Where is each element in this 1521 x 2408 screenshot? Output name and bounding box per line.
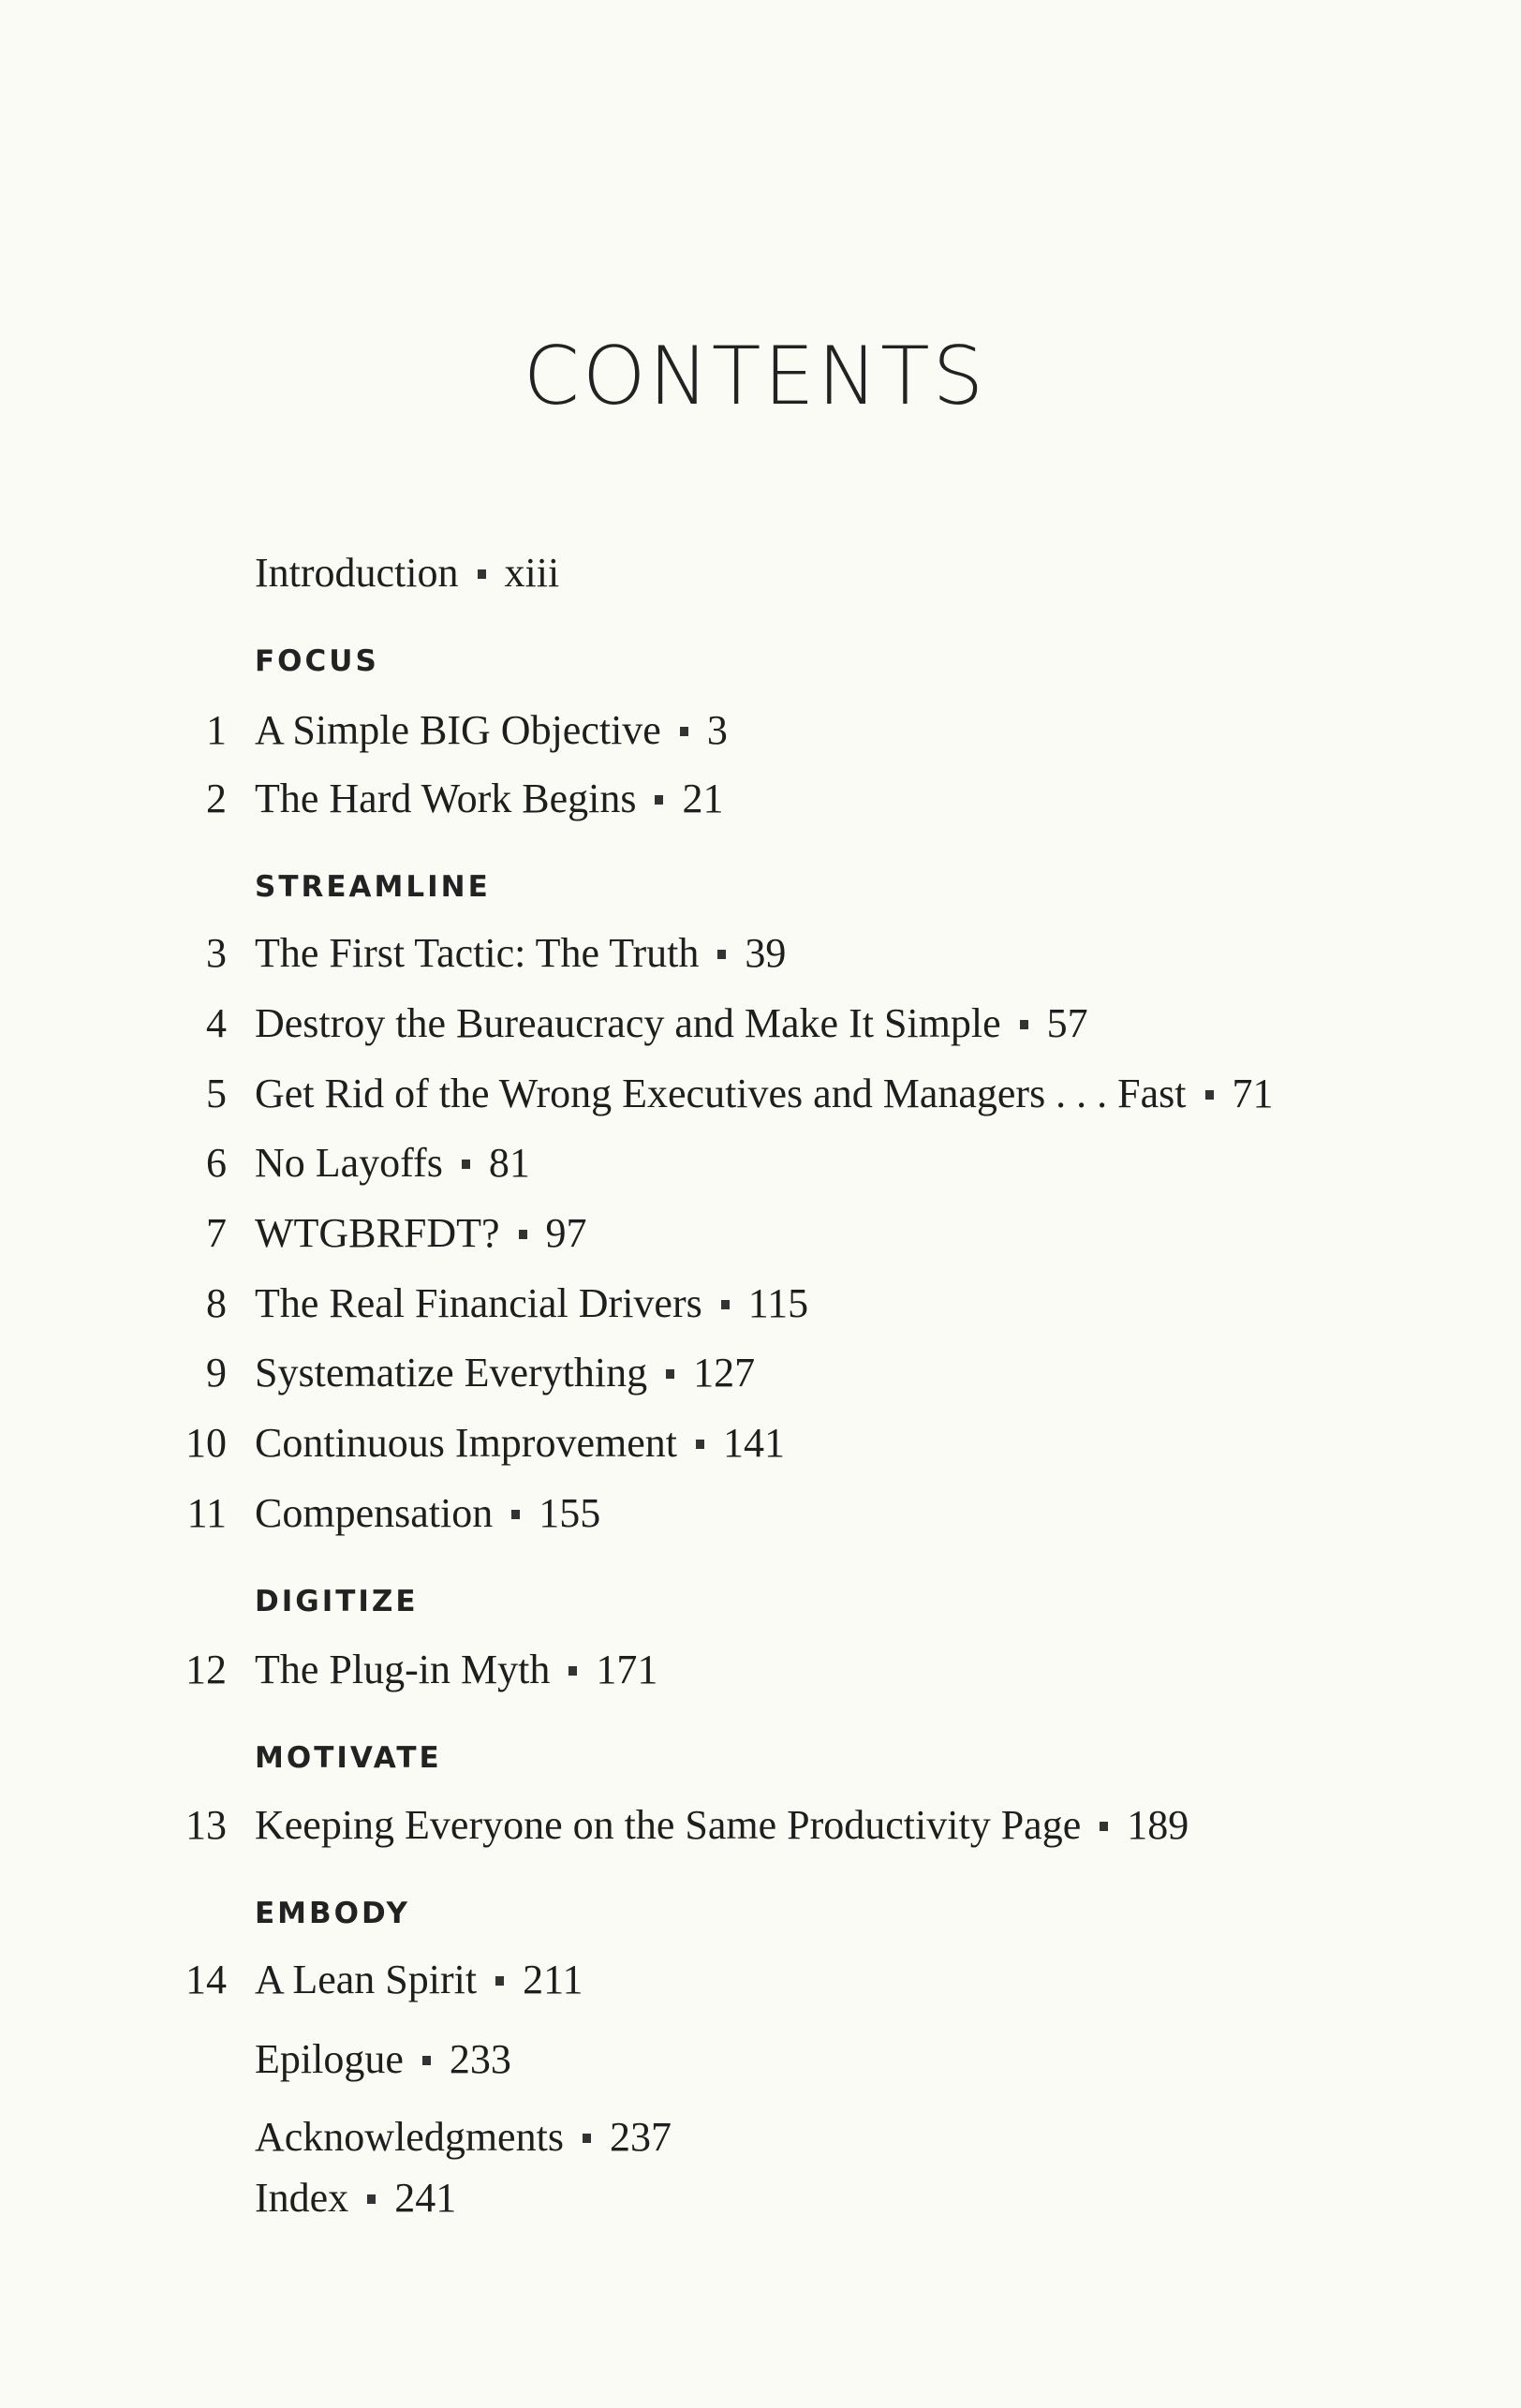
toc-entry[interactable] bbox=[0, 1135, 1521, 1191]
bullet-separator-icon bbox=[367, 2194, 376, 2204]
page-number: 3 bbox=[706, 707, 728, 753]
bullet-separator-icon bbox=[583, 2134, 591, 2143]
toc-entry[interactable] bbox=[0, 925, 1521, 982]
page-number: 127 bbox=[693, 1350, 756, 1396]
toc-entry[interactable] bbox=[0, 1952, 1521, 2008]
entry-title: A Simple BIG Objective bbox=[255, 707, 661, 753]
chapter-number: 14 bbox=[185, 1957, 227, 2002]
bullet-separator-icon bbox=[696, 1440, 704, 1449]
page-number: 155 bbox=[539, 1490, 601, 1536]
entry-title: The Hard Work Begins bbox=[255, 776, 637, 821]
page-number: 21 bbox=[682, 776, 724, 821]
bullet-separator-icon bbox=[519, 1230, 527, 1239]
page-number: 171 bbox=[596, 1647, 658, 1692]
entry-title: The Real Financial Drivers bbox=[255, 1280, 702, 1326]
section-heading: STREAMLINE bbox=[255, 870, 491, 904]
entry-title: The Plug-in Myth bbox=[255, 1647, 551, 1692]
toc-entry[interactable] bbox=[0, 1415, 1521, 1471]
toc-entry[interactable] bbox=[0, 996, 1521, 1052]
toc-entry[interactable] bbox=[0, 2109, 1521, 2165]
section-heading: FOCUS bbox=[255, 644, 379, 678]
entry-title: Introduction bbox=[255, 550, 459, 596]
page-number: 97 bbox=[545, 1210, 587, 1256]
toc-entry[interactable] bbox=[0, 1485, 1521, 1542]
toc-entry[interactable] bbox=[0, 2031, 1521, 2088]
entry-title: Epilogue bbox=[255, 2036, 404, 2082]
toc-entry[interactable] bbox=[0, 545, 1521, 601]
toc-entry[interactable] bbox=[0, 1276, 1521, 1332]
bullet-separator-icon bbox=[478, 569, 486, 579]
toc-entry[interactable] bbox=[0, 1642, 1521, 1698]
bullet-separator-icon bbox=[422, 2056, 431, 2065]
bullet-separator-icon bbox=[721, 1300, 730, 1309]
bullet-separator-icon bbox=[680, 727, 688, 736]
page-number: 211 bbox=[523, 1957, 583, 2002]
chapter-number: 11 bbox=[186, 1490, 227, 1536]
page-number: xiii bbox=[504, 550, 560, 596]
page-number: 115 bbox=[747, 1280, 809, 1326]
entry-title: Acknowledgments bbox=[255, 2114, 564, 2160]
chapter-number: 4 bbox=[206, 1000, 227, 1046]
bullet-separator-icon bbox=[717, 950, 726, 959]
entry-title: The First Tactic: The Truth bbox=[255, 930, 700, 976]
section-heading: EMBODY bbox=[255, 1897, 410, 1930]
chapter-number: 8 bbox=[206, 1280, 227, 1326]
entry-title: Continuous Improvement bbox=[255, 1420, 677, 1466]
section-heading: MOTIVATE bbox=[255, 1741, 442, 1775]
toc-entry[interactable] bbox=[0, 1345, 1521, 1401]
toc-entry[interactable] bbox=[0, 1066, 1521, 1122]
chapter-number: 13 bbox=[185, 1802, 227, 1848]
page-number: 39 bbox=[745, 930, 787, 976]
page-number: 71 bbox=[1232, 1071, 1274, 1116]
chapter-number: 9 bbox=[206, 1350, 227, 1396]
toc-entry[interactable] bbox=[0, 1797, 1521, 1854]
chapter-number: 10 bbox=[185, 1420, 227, 1466]
chapter-number: 2 bbox=[206, 776, 227, 821]
page-number: 241 bbox=[394, 2175, 457, 2221]
bullet-separator-icon bbox=[569, 1666, 577, 1676]
bullet-separator-icon bbox=[511, 1510, 520, 1519]
entry-title: Destroy the Bureaucracy and Make It Simple bbox=[255, 1000, 1001, 1046]
section-heading: DIGITIZE bbox=[255, 1585, 419, 1618]
page-number: 57 bbox=[1046, 1000, 1088, 1046]
entry-title: WTGBRFDT? bbox=[255, 1210, 500, 1256]
bullet-separator-icon bbox=[495, 1976, 504, 1986]
chapter-number: 6 bbox=[206, 1140, 227, 1186]
entry-title: Compensation bbox=[255, 1490, 494, 1536]
toc-entry[interactable] bbox=[0, 702, 1521, 759]
toc-entry[interactable] bbox=[0, 771, 1521, 827]
page-number: 233 bbox=[449, 2036, 511, 2082]
chapter-number: 3 bbox=[206, 930, 227, 976]
entry-title: Systematize Everything bbox=[255, 1350, 648, 1396]
toc-entry[interactable] bbox=[0, 2170, 1521, 2226]
entry-title: Get Rid of the Wrong Executives and Managers . . . Fast bbox=[255, 1071, 1187, 1116]
chapter-number: 5 bbox=[206, 1071, 227, 1116]
bullet-separator-icon bbox=[1205, 1090, 1214, 1100]
page-title: CONTENTS bbox=[523, 330, 987, 423]
entry-title: Keeping Everyone on the Same Productivity Page bbox=[255, 1802, 1082, 1848]
chapter-number: 1 bbox=[206, 707, 227, 753]
page-number: 237 bbox=[609, 2114, 672, 2160]
entry-title: Index bbox=[255, 2175, 349, 2221]
bullet-separator-icon bbox=[655, 795, 663, 805]
entry-title: No Layoffs bbox=[255, 1140, 443, 1186]
page-number: 141 bbox=[722, 1420, 785, 1466]
bullet-separator-icon bbox=[1020, 1020, 1028, 1029]
bullet-separator-icon bbox=[666, 1369, 674, 1379]
chapter-number: 7 bbox=[206, 1210, 227, 1256]
bullet-separator-icon bbox=[462, 1160, 470, 1169]
toc-entry[interactable] bbox=[0, 1205, 1521, 1262]
chapter-number: 12 bbox=[185, 1647, 227, 1692]
page-number: 81 bbox=[488, 1140, 530, 1186]
bullet-separator-icon bbox=[1100, 1822, 1108, 1831]
entry-title: A Lean Spirit bbox=[255, 1957, 478, 2002]
page-number: 189 bbox=[1127, 1802, 1189, 1848]
